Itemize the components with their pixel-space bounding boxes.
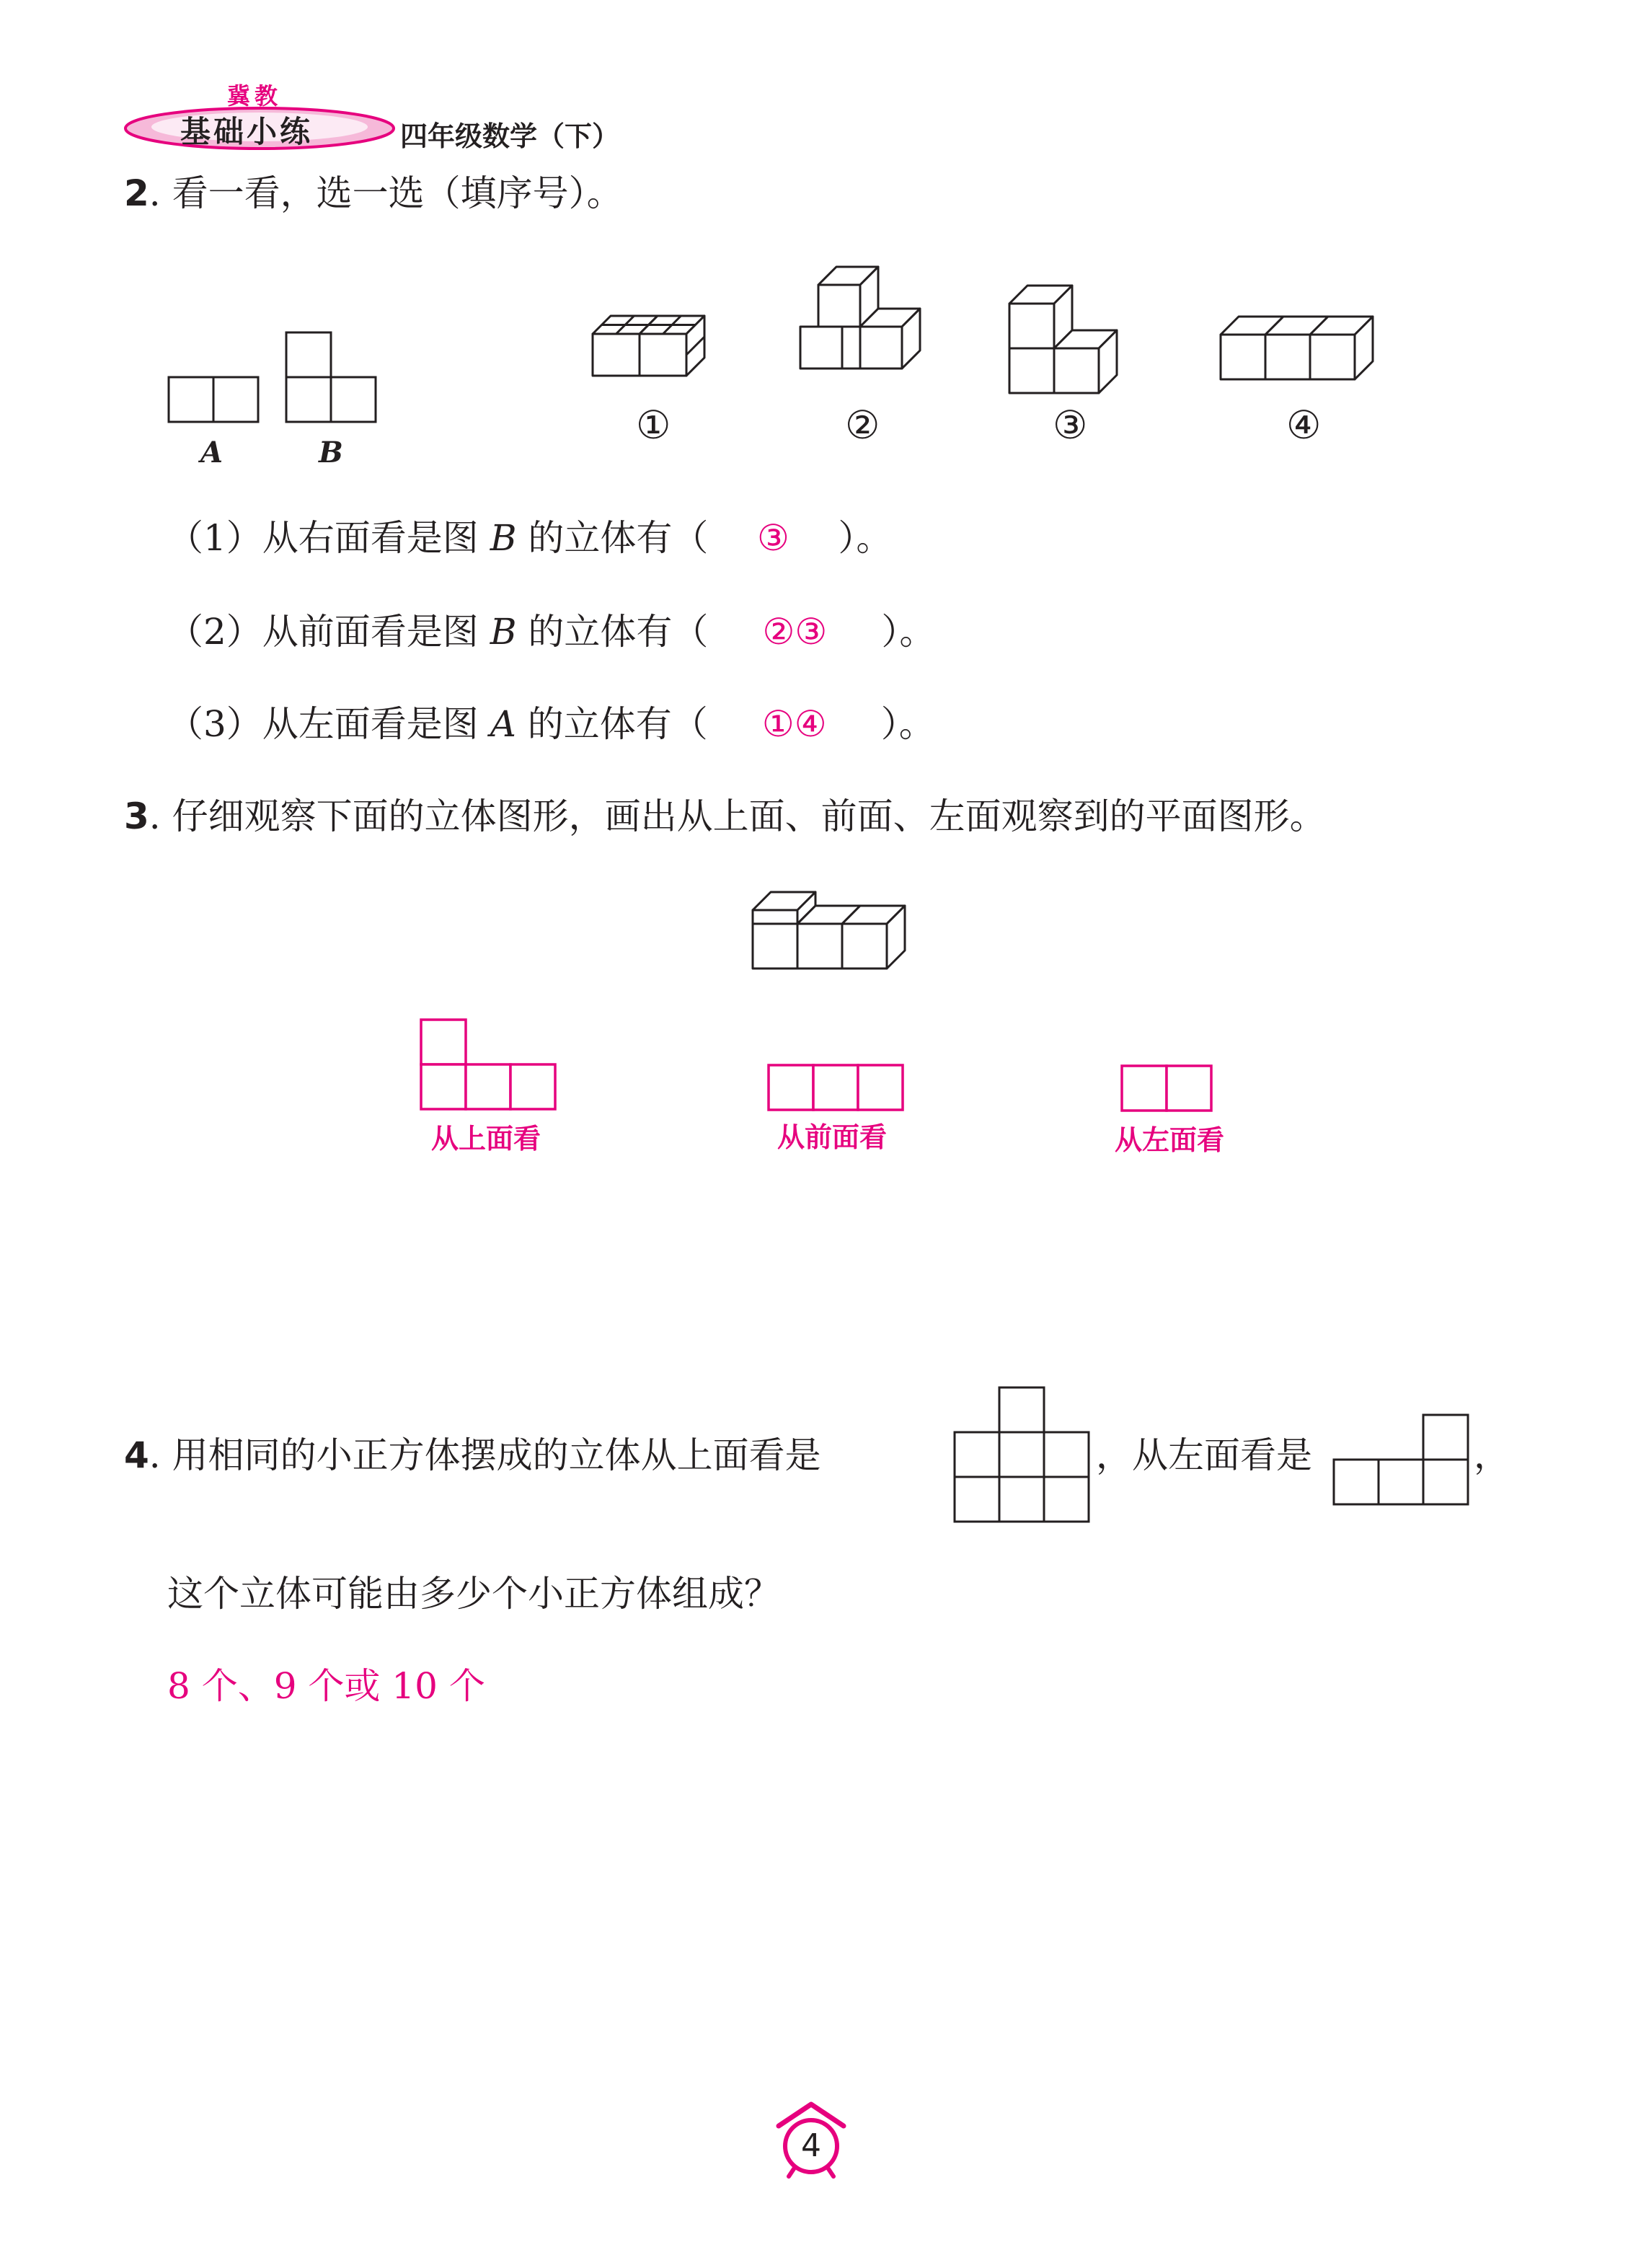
shape-a-label: A: [200, 436, 224, 469]
q3-top-view: [421, 1020, 558, 1113]
q2-item-1: [167, 516, 892, 560]
q4-left-view: [1334, 1415, 1471, 1509]
q2-title-text: . 看一看，选一选（填序号）。: [149, 172, 623, 214]
q2-item-1-suffix: 的立体有（: [528, 517, 709, 559]
q4-top-view: [955, 1387, 1092, 1524]
q2-item-1-fig: B: [490, 517, 517, 559]
page-number: 4: [801, 2127, 821, 2164]
q2-item-2-answer: ②③: [762, 611, 828, 653]
q3-front-view: [769, 1065, 906, 1112]
q4-text-b: ，从左面看是: [1096, 1434, 1312, 1476]
q3-title-text: . 仔细观察下面的立体图形，画出从上面、前面、左面观察到的平面图形。: [149, 795, 1326, 837]
header-badge-main: 基础小练: [180, 114, 314, 149]
q2-number: 2: [124, 172, 149, 214]
q2-item-3-fig: A: [490, 703, 516, 745]
q2-item-2-fig: B: [490, 611, 517, 653]
header-badge-top: 冀教: [227, 82, 283, 110]
q3-left-view: [1122, 1066, 1216, 1113]
option-2-label: ②: [845, 402, 880, 448]
q2-item-3-close: ）。: [880, 703, 935, 745]
solid-option-3: [1009, 286, 1139, 401]
q3-title: [124, 795, 1326, 838]
q3-number: 3: [124, 795, 149, 837]
q2-item-2: [167, 610, 935, 653]
q4-text-c: ，: [1474, 1434, 1510, 1476]
header-book-title: 四年级数学（下）: [400, 120, 620, 152]
q2-item-3: [167, 702, 935, 746]
solid-option-1: [593, 310, 722, 397]
q3-front-view-label: 从前面看: [777, 1121, 888, 1153]
q4-line-1: [124, 1434, 821, 1477]
shape-b-label: B: [319, 436, 343, 469]
q2-item-1-answer: ③: [756, 517, 789, 559]
option-4-label: ④: [1286, 402, 1322, 448]
q3-left-view-label: 从左面看: [1115, 1124, 1225, 1156]
q2-item-2-prefix: （2）从前面看是图: [167, 611, 479, 653]
q4-text-a: . 用相同的小正方体摆成的立体从上面看是: [149, 1434, 821, 1476]
q4-answer: 8 个、9 个或 10 个: [167, 1665, 485, 1707]
q2-item-3-prefix: （3）从左面看是图: [167, 703, 479, 745]
q2-item-2-close: ）。: [881, 611, 936, 653]
q2-item-3-answer: ①④: [761, 703, 827, 745]
shape-a: [169, 377, 262, 424]
option-1-label: ①: [636, 402, 671, 448]
q4-question: 这个立体可能由多少个小正方体组成？: [167, 1573, 780, 1615]
q3-top-view-label: 从上面看: [431, 1123, 541, 1155]
solid-option-4: [1221, 313, 1394, 400]
q2-title: [124, 172, 623, 215]
q2-item-1-prefix: （1）从右面看是图: [167, 517, 479, 559]
solid-option-2: [800, 267, 930, 397]
q4-number: 4: [124, 1434, 149, 1476]
option-3-label: ③: [1053, 402, 1088, 448]
q3-solid: [753, 890, 919, 969]
q2-item-2-suffix: 的立体有（: [528, 611, 709, 653]
shape-b: [286, 332, 380, 426]
q2-item-3-suffix: 的立体有（: [527, 703, 708, 745]
q2-item-1-close: ）。: [838, 517, 893, 559]
